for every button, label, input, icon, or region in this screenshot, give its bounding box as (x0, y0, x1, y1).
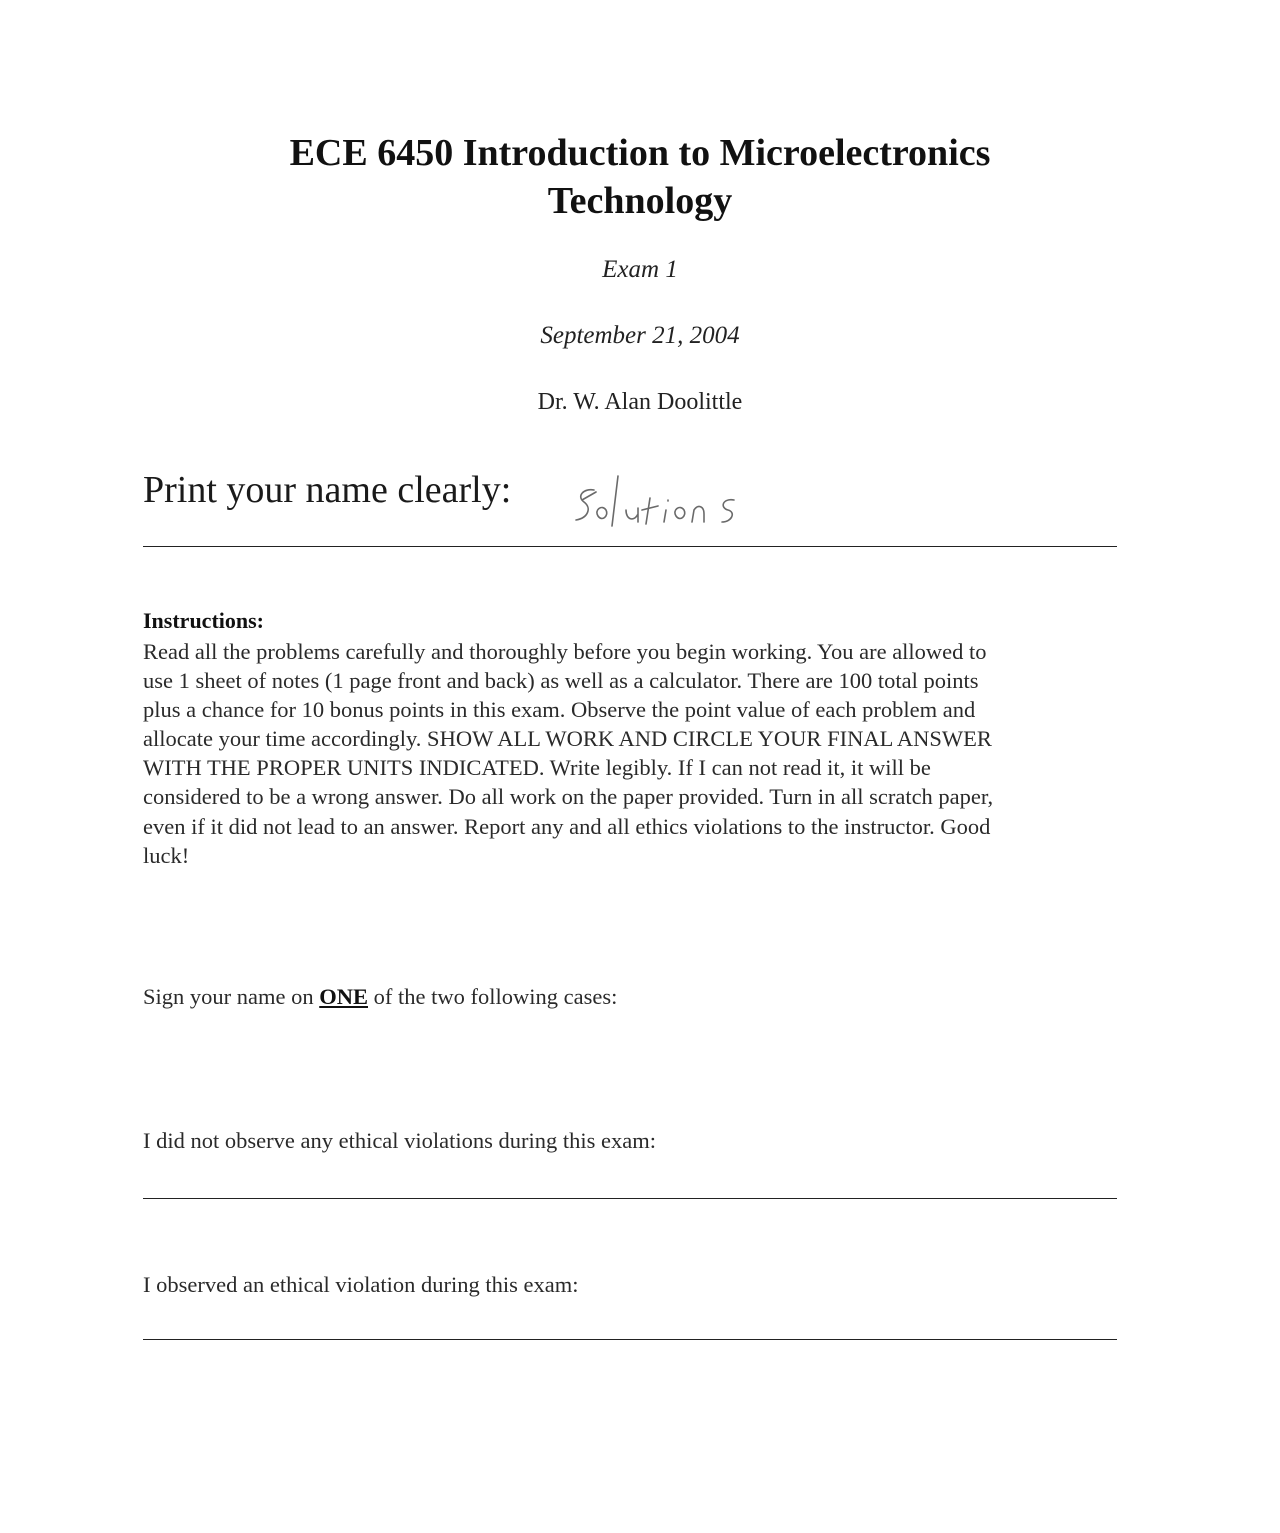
instructions-line: plus a chance for 10 bonus points in this exam. Observe the point value of each problem and (143, 697, 976, 723)
course-title-line-2: Technology (547, 180, 733, 222)
instructor-name: Dr. W. Alan Doolittle (537, 389, 743, 415)
instructions-line: considered to be a wrong answer. Do all work on the paper provided. Turn in all scratch paper, (143, 784, 994, 810)
sign-instruction (143, 983, 617, 1011)
sign-instruction-prefix: Sign your name on (143, 984, 320, 1009)
exam-label: Exam 1 (602, 256, 678, 283)
sign-instruction-suffix: of the two following cases: (368, 984, 618, 1009)
name-field-label: Print your name clearly: (143, 469, 512, 511)
no-violation-case-label: I did not observe any ethical violations during this exam: (143, 1128, 657, 1153)
instructions-line: allocate your time accordingly. SHOW ALL WORK AND CIRCLE YOUR FINAL ANSWER (143, 726, 992, 752)
instructions-line: WITH THE PROPER UNITS INDICATED. Write legibly. If I can not read it, it will be (143, 755, 931, 781)
instructions-line: Read all the problems carefully and thoroughly before you begin working. You are allowed to (143, 639, 987, 664)
violation-signature-line[interactable] (143, 1339, 1117, 1340)
course-title-line-1: ECE 6450 Introduction to Microelectronics (289, 132, 991, 174)
instructions-paragraph (143, 637, 1118, 870)
no-violation-signature-line[interactable] (143, 1198, 1117, 1199)
instructions-heading: Instructions: (143, 608, 265, 633)
violation-case-label: I observed an ethical violation during this exam: (143, 1272, 579, 1297)
sign-instruction-emphasis: ONE (319, 984, 368, 1009)
instructions-line: use 1 sheet of notes (1 page front and back) as well as a calculator. There are 100 total points (143, 668, 979, 694)
instructions-line: even if it did not lead to an answer. Report any and all ethics violations to the instructor. Good (143, 813, 991, 839)
instructions-line: luck! (143, 842, 190, 868)
name-signature-line[interactable] (143, 546, 1117, 547)
exam-date: September 21, 2004 (540, 322, 740, 349)
handwritten-name-solutions (572, 470, 772, 550)
